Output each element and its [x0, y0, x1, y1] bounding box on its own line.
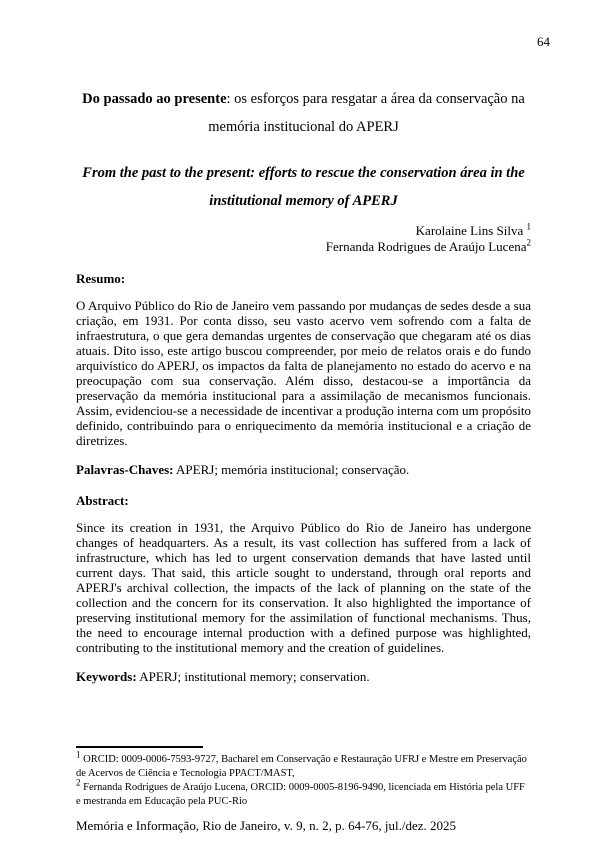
palavras-chaves-label: Palavras-Chaves: [76, 462, 174, 477]
keywords-line [76, 669, 531, 684]
footnote-ref: 2 [76, 777, 81, 788]
author-line [76, 223, 531, 239]
author-footnote-ref: 2 [526, 237, 531, 248]
author-footnote-ref: 1 [526, 221, 531, 232]
footnote-text: Fernanda Rodrigues de Araújo Lucena, ORCID: 0009-0005-8196-9490, licenciada em História pela UFF e mestranda em Educação pela PUC-Rio [76, 782, 525, 807]
author-line [76, 239, 531, 255]
footnote-text: ORCID: 0009-0006-7593-9727, Bacharel em Conservação e Restauração UFRJ e Mestre em Preservação de Acervos de Ciência e Tecnologia PPACT/MAST, [76, 754, 527, 779]
resumo-paragraph: O Arquivo Público do Rio de Janeiro vem passando por mudanças de sedes desde a sua criação, em 1931. Por conta disso, seu vasto acervo vem sofrendo com a falta de infraestrutura, o que gera demandas urgentes de conservação que chegaram até os dias atuais. Dito isso, este artigo buscou compreender, por meio de relatos orais e do fundo arquivístico do APERJ, os impactos da falta de planejamento no estado do acervo e na preocupação com sua conservação. Além disso, destacou-se a importância da preservação da memória institucional para a assimilação de mecanismos funcionais. Assim, evidenciou-se a necessidade de incentivar a produção interna com um propósito definido, contribuindo para o enriquecimento da memória institucional e a criação de diretrizes. [76, 298, 531, 448]
article-title-pt [76, 85, 531, 141]
author-name: Fernanda Rodrigues de Araújo Lucena [325, 239, 527, 254]
article-title-en: From the past to the present: efforts to rescue the conservation área in the institutional memory of APERJ [82, 165, 525, 209]
article-title-regular-segment: : os esforços para resgatar a área da conservação na memória institucional do APERJ [208, 91, 525, 135]
journal-citation-footer: Memória e Informação, Rio de Janeiro, v. 9, n. 2, p. 64-76, jul./dez. 2025 [76, 818, 457, 833]
footnote-1 [76, 749, 531, 781]
footnote-separator-rule [76, 746, 203, 748]
footnote-ref: 1 [76, 749, 81, 760]
abstract-paragraph: Since its creation in 1931, the Arquivo Público do Rio de Janeiro has undergone changes of headquarters. As a result, its vast collection has suffered from a lack of infrastructure, which has led to urgent conservation demands that have lasted until current days. That said, this article sought to understand, through oral reports and APERJ's archival collection, the impacts of the lack of planning on the state of the collection and the concern for its conservation. It also highlighted the importance of preserving institutional memory for the assimilation of functional mechanisms. Thus, the need to encourage internal production with a defined purpose was highlighted, contributing to the institutional memory and the creation of guidelines. [76, 520, 531, 655]
palavras-chaves-value: APERJ; memória institucional; conservação. [173, 462, 410, 477]
keywords-label: Keywords: [76, 669, 137, 684]
abstract-heading: Abstract: [76, 493, 129, 508]
palavras-chaves-line [76, 462, 531, 477]
keywords-value: APERJ; institutional memory; conservation. [136, 669, 370, 684]
footnote-area [76, 746, 531, 833]
article-title-bold-segment: Do passado ao presente [82, 91, 227, 107]
resumo-heading: Resumo: [76, 271, 126, 286]
author-list [76, 223, 531, 255]
author-name: Karolaine Lins Silva [415, 223, 527, 238]
footnote-2 [76, 777, 531, 809]
page-number: 64 [537, 34, 550, 49]
